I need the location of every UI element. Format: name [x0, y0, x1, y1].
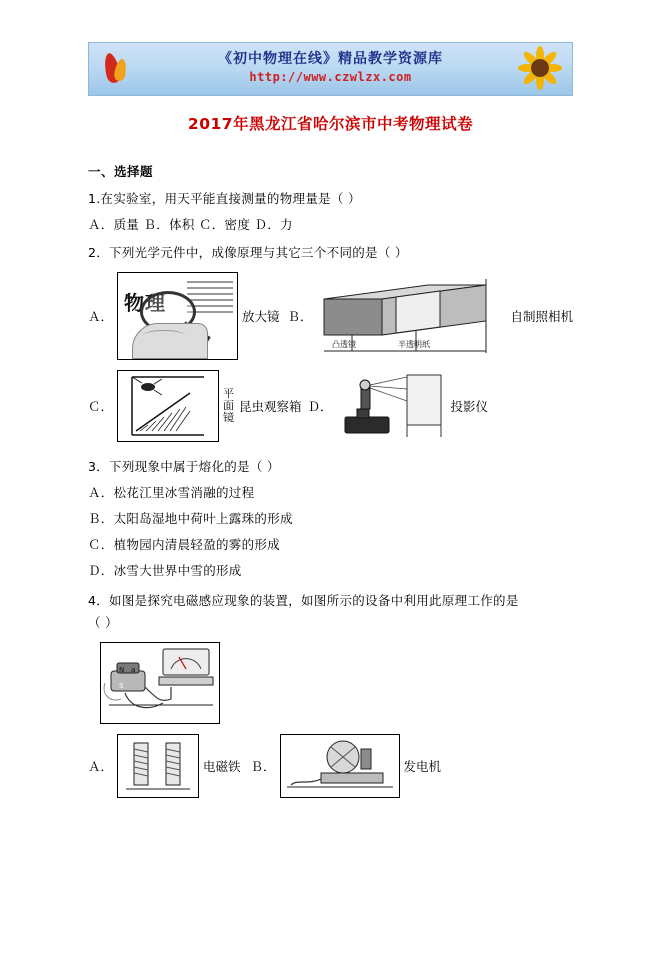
question-3-option-a: Ａ．松花江里冰雪消融的过程 — [88, 485, 255, 500]
svg-text:S: S — [119, 682, 124, 690]
q4-option-a-label: Ａ． — [88, 759, 114, 774]
option-b-label: Ｂ． — [287, 309, 313, 324]
question-1-options: Ａ．质量 Ｂ．体积 Ｃ．密度 Ｄ．力 — [88, 217, 293, 232]
question-4-stem-line1: 4．如图是探究电磁感应现象的装置，如图所示的设备中利用此原理工作的是 — [88, 593, 519, 608]
question-2-stem: 2．下列光学元件中，成像原理与其它三个不同的是（ ） — [88, 245, 408, 260]
electromagnet-image — [117, 734, 199, 798]
pinhole-camera-image — [316, 273, 506, 359]
option-c-label: Ｃ． — [88, 399, 114, 414]
q4-option-b-label: Ｂ． — [250, 759, 276, 774]
projector-svg — [337, 371, 447, 441]
magnifier-image: 物理 — [117, 272, 238, 360]
question-3-stem: 3．下列现象中属于熔化的是（ ） — [88, 459, 280, 474]
question-3-option-d: Ｄ．冰雪大世界中雪的形成 — [88, 563, 242, 578]
svg-text:凸透镜: 凸透镜 — [332, 340, 357, 349]
q4-option-b-caption: 发电机 — [403, 759, 442, 774]
option-d-label: Ｄ． — [307, 399, 333, 414]
generator-svg — [281, 735, 399, 797]
banner-title: 《初中物理在线》精品教学资源库 — [218, 51, 443, 67]
insect-box-svg — [118, 371, 218, 441]
q4-option-a-caption: 电磁铁 — [203, 759, 241, 774]
electromagnetic-induction-apparatus-image — [100, 642, 220, 724]
question-1-stem: 1.在实验室，用天平能直接测量的物理量是（ ） — [88, 191, 361, 206]
svg-text:a: a — [131, 666, 136, 674]
option-b-caption: 自制照相机 — [510, 309, 573, 324]
banner-url[interactable]: http://www.czwlzx.com — [249, 70, 412, 84]
site-banner — [88, 42, 573, 96]
question-2-figure-row-2 — [88, 370, 573, 442]
page-title: 2017年黑龙江省哈尔滨市中考物理试卷 — [187, 115, 474, 133]
generator-image — [280, 734, 400, 798]
electromagnet-svg — [118, 735, 198, 797]
question-4-stem-line2: （ ） — [88, 615, 118, 630]
section-heading: 一、选择题 — [88, 164, 154, 179]
document-page — [0, 42, 661, 977]
question-3-option-b: Ｂ．太阳岛湿地中荷叶上露珠的形成 — [88, 511, 293, 526]
option-d-caption: 投影仪 — [450, 399, 489, 414]
option-c-caption: 昆虫观察箱 — [239, 399, 302, 414]
induction-apparatus-svg — [101, 643, 219, 723]
option-a-label: Ａ． — [88, 309, 114, 324]
question-4-apparatus-row — [88, 642, 573, 724]
question-2-figure-row-1 — [88, 272, 573, 360]
sunflower-icon — [518, 46, 562, 90]
svg-text:N: N — [119, 666, 125, 674]
option-a-caption: 放大镜 — [241, 309, 280, 324]
insect-observation-box-image — [117, 370, 219, 442]
svg-text:半透明纸: 半透明纸 — [398, 340, 431, 349]
mirror-part-label: 平面镜 — [223, 387, 235, 424]
question-3-option-c: Ｃ．植物园内清晨轻盈的雾的形成 — [88, 537, 281, 552]
pinhole-camera-svg — [316, 273, 506, 359]
question-4-option-row — [88, 734, 573, 798]
projector-image — [337, 371, 447, 441]
